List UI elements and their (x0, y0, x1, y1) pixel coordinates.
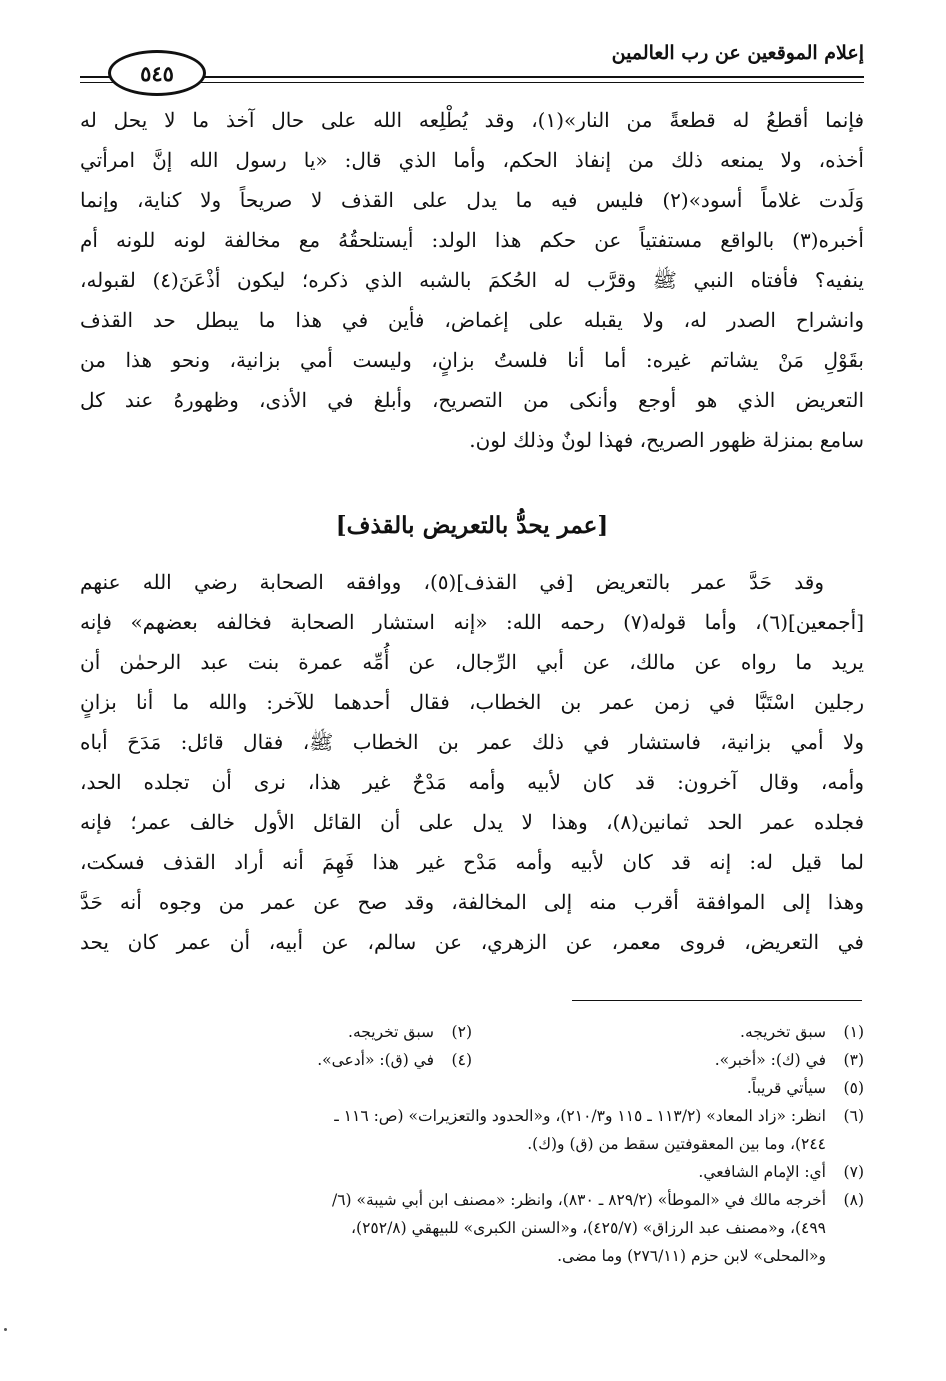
page-number: ٥٤٥ (140, 60, 174, 86)
footnote-row (80, 1046, 864, 1074)
footnote-text: في (ك): «أخبر». (714, 1051, 826, 1069)
footnote-text: أي: الإمام الشافعي. (698, 1163, 826, 1181)
footnote-3 (472, 1046, 864, 1074)
footnote-number: (٨) (843, 1191, 864, 1209)
text-line: وانشراح الصدر له، ولا يقبله على إغماض، فأين في هذا ما يبطل حد القذف (80, 308, 864, 332)
text-line: يريد ما رواه عن مالك، عن أبي الرِّجال، عن أُمِّه عمرة بنت عبد الرحمٰن أن (80, 650, 864, 674)
text-line: أخبره(٣) بالواقع مستفتياً عن حكم هذا الولد: أيستلحقُهُ مع مخالفة لونه للونه أم (80, 228, 864, 252)
footnote-8-continued: و«المحلى» لابن حزم (٢٧٦/١١) وما مضى. (557, 1247, 826, 1265)
footnote-2 (80, 1018, 472, 1046)
footnote-6 (80, 1102, 864, 1130)
footnote-7 (80, 1158, 864, 1186)
footnote-text: أخرجه مالك في «الموطأ» (٨٢٩/٢ ـ ٨٣٠)، وانظر: «مصنف ابن أبي شيبة» (٦/ (331, 1191, 826, 1209)
text-line: فإنما أقطعُ له قطعةً من النار»(١)، وقد يُطْلِعه الله على حال آخذ ما لا يحل له (80, 108, 864, 132)
text-line: لما قيل له: إنه قد كان لأبيه وأمه مَدْح غير هذا فَهِمَ أنه أراد القذف فسكت، (80, 850, 864, 874)
footnotes (80, 1018, 864, 1270)
footnote-text: سيأتي قريباً. (746, 1079, 826, 1097)
footnote-5 (80, 1074, 864, 1102)
text-line: ولا أمي بزانية، فاستشار في ذلك عمر بن الخطاب ﷺ، فقال قائل: مَدَحَ أباه (80, 730, 864, 754)
footnote-number: (٣) (843, 1051, 864, 1069)
body-paragraph-top (80, 100, 864, 460)
text-line: وَلَدت غلاماً أسود»(٢) فليس فيه ما يدل على القذف لا صريحاً ولا كناية، وإنما (80, 188, 864, 212)
footnote-8 (80, 1186, 864, 1214)
footnote-8-continued: ٤٩٩)، و«مصنف عبد الرزاق» (٤٢٥/٧)، و«السنن الكبرى» للبيهقي (٢٥٢/٨)، (351, 1219, 826, 1237)
footnote-text: سبق تخريجه. (348, 1023, 434, 1041)
text-line: ينفيه؟ فأفتاه النبي ﷺ وقرَّب له الحُكمَ بالشبه الذي ذكره؛ ليكون أذْعَنَ(٤) لقبوله، (80, 268, 864, 292)
footnote-text: في (ق): «أدعى». (317, 1051, 434, 1069)
page-number-badge (108, 50, 206, 96)
footnote-6-continued: ٢٤٤)، وما بين المعقوفتين سقط من (ق) و(ك). (527, 1135, 826, 1153)
footnote-text: انظر: «زاد المعاد» (١١٣/٢ ـ ١١٥ و٢١٠/٣)، و«الحدود والتعزيرات» (ص: ١١٦ ـ (334, 1107, 826, 1125)
section-heading: [عمر يحدُّ بالتعريض بالقذف] (335, 512, 609, 539)
footnote-number: (٧) (843, 1163, 864, 1181)
footnote-number: (٤) (451, 1051, 472, 1069)
footnote-4 (80, 1046, 472, 1074)
text-line: وهذا إلى الموافقة أقرب منه إلى المخالفة، وقد صح عن عمر من وجوه أنه حَدَّ (80, 890, 864, 914)
footnote-1 (472, 1018, 864, 1046)
text-line: وأمه، وقال آخرون: قد كان لأبيه وأمه مَدْحٌ غير هذا، نرى أن تجلده الحد، (80, 770, 865, 794)
footnote-number: (٢) (451, 1023, 472, 1041)
scan-speck (4, 1328, 7, 1331)
text-line: [أجمعين](٦)، وأما قوله(٧) رحمه الله: «إنه استشار الصحابة فخالفه بعضهم» فإنه (80, 610, 865, 634)
footnote-number: (٦) (843, 1107, 864, 1125)
text-line: فجلده عمر الحد ثمانين(٨)، وهذا لا يدل على أن القائل الأول خالف عمر؛ فإنه (80, 810, 865, 834)
footnote-separator (572, 1000, 862, 1001)
text-line: سامع بمنزلة ظهور الصريح، فهذا لونٌ وذلك لون. (469, 428, 864, 452)
text-line: بقَوْلِ مَنْ يشاتم غيره: أما أنا فلستُ بزانٍ، وليست أمي بزانية، ونحو هذا من (80, 348, 864, 372)
footnote-row (80, 1018, 864, 1046)
body-paragraph-bottom (80, 562, 864, 962)
text-line: التعريض الذي هو أوجع وأنكى من التصريح، وأبلغ في الأذى، وظهورهُ عند كل (80, 388, 864, 412)
text-line: أخذه، ولا يمنعه ذلك من إنفاذ الحكم، وأما الذي قال: «يا رسول الله إنَّ امرأتي (80, 148, 864, 172)
footnote-number: (١) (843, 1023, 864, 1041)
footnote-number: (٥) (843, 1079, 864, 1097)
text-line: رجلين اسْتَبَّا في زمن عمر بن الخطاب، فقال أحدهما للآخر: والله ما أنا بزانٍ (80, 690, 864, 714)
text-line: وقد حَدَّ عمر بالتعريض [في القذف](٥)، ووافقه الصحابة رضي الله عنهم (80, 570, 824, 594)
text-line: في التعريض، فروى معمر، عن الزهري، عن سالم، عن أبيه، أن عمر كان يحد (80, 930, 864, 954)
running-title: إعلام الموقعين عن رب العالمين (611, 42, 864, 64)
footnote-text: سبق تخريجه. (740, 1023, 826, 1041)
